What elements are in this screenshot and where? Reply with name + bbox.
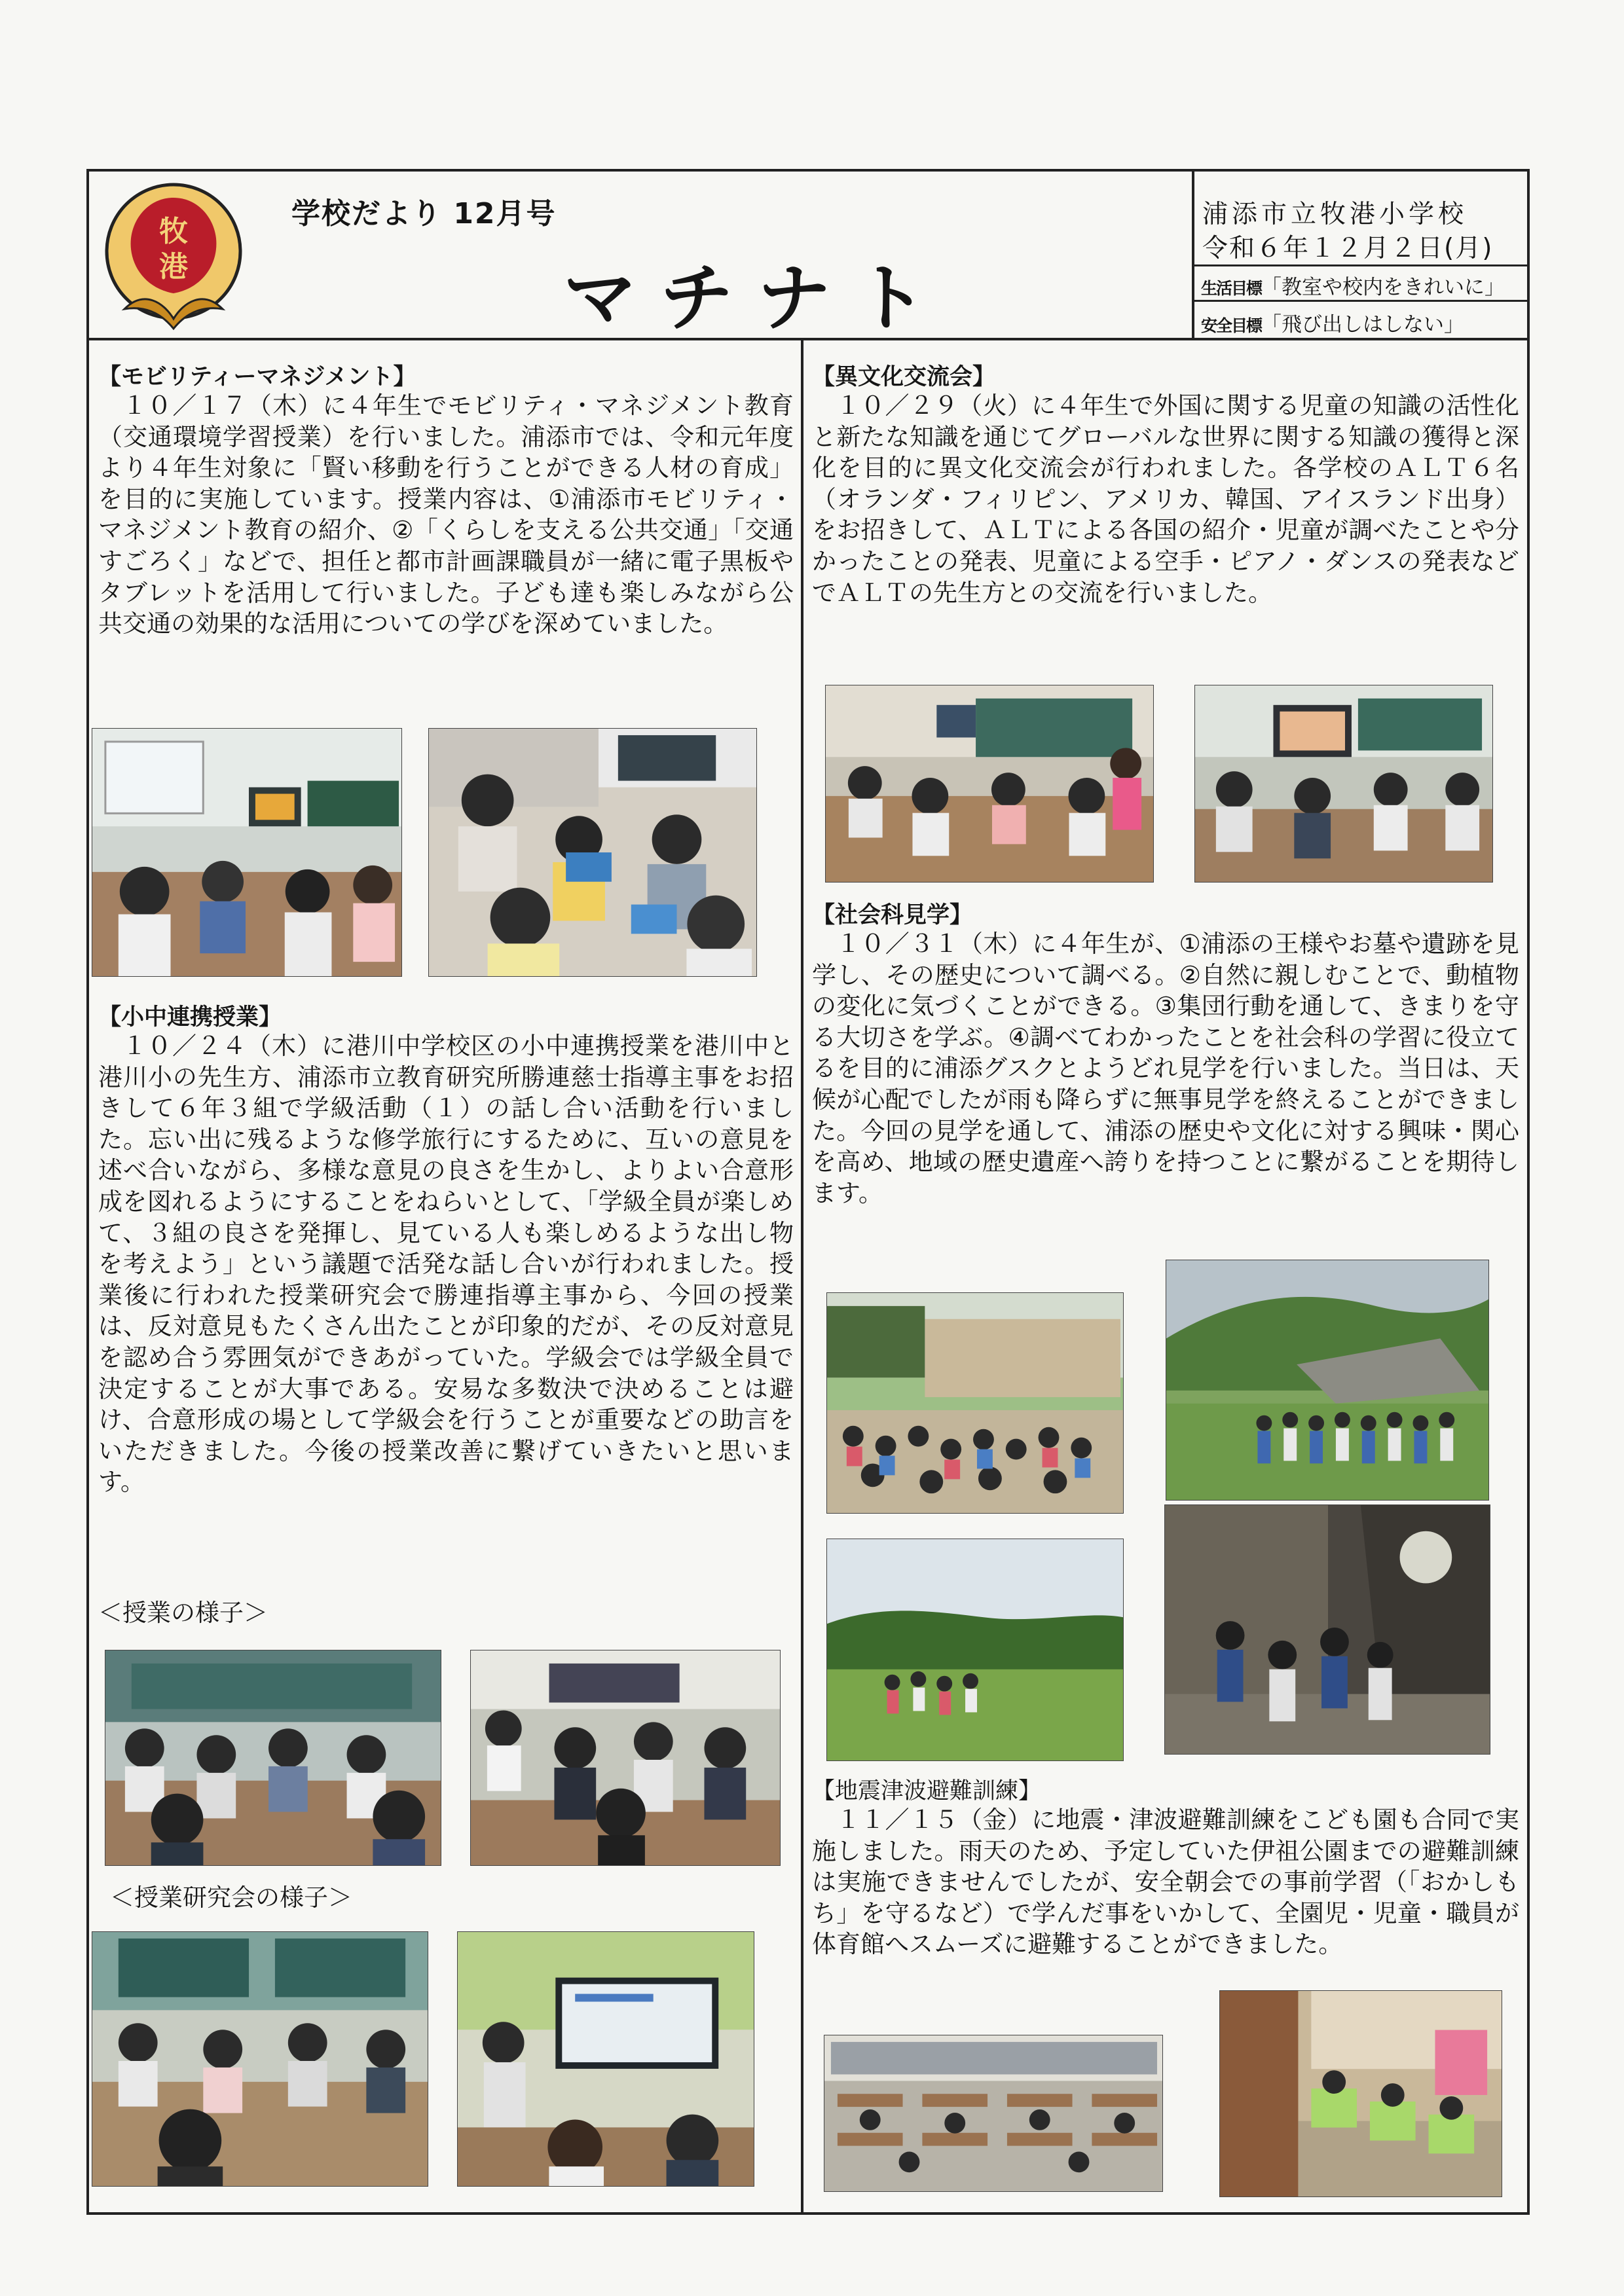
photo-research-meeting-1 <box>92 1931 428 2187</box>
school-info-rule <box>1192 264 1530 266</box>
photo-research-meeting-2 <box>457 1931 754 2187</box>
photo-field-trip-4 <box>1164 1504 1490 1755</box>
section-heading-culture: 【異文化交流会】 <box>812 364 996 390</box>
school-info-rule <box>1192 300 1530 302</box>
column-divider <box>801 338 803 2215</box>
issue-date: 令和６年１２月２日(月) <box>1202 234 1494 263</box>
photo-field-trip-1 <box>826 1292 1124 1514</box>
photo-evacuation-drill-2 <box>1219 1990 1502 2197</box>
svg-text:港: 港 <box>159 250 188 283</box>
svg-text:牧: 牧 <box>159 215 188 248</box>
school-name: 浦添市立牧港小学校 <box>1202 200 1468 229</box>
photo-culture-exchange-2 <box>1194 685 1493 883</box>
safety-goal-text: 「飛び出しはしない」 <box>1261 313 1465 337</box>
caption-research-meeting: ＜授業研究会の様子＞ <box>110 1884 352 1912</box>
newsletter-title: マチナト <box>563 256 951 341</box>
safety-goal-label: 安全目標 <box>1201 316 1262 335</box>
photo-mobility-class-2 <box>428 728 757 977</box>
section-heading-collab: 【小中連携授業】 <box>98 1004 282 1030</box>
photo-evacuation-drill-1 <box>824 2035 1163 2192</box>
section-body-collab: １０／２４（木）に港川中学校区の小中連携授業を港川中と港川小の先生方、浦添市立教育研究所勝連慈士指導主事をお招きして６年３組で学級活動（１）の話し合い活動を行いました。忘い出に残るような修学旅行にするために、互いの意見を述べ合いながら、多様な意見の良さを生かし、よりよい合意形成を図れるようにすることをねらいとして、「学級全員が楽しめて、３組の良さを発揮し、見ている人も楽しめるような出し物を考えよう」という議題で活発な話し合いが行われました。授業後に行われた授業研究会で勝連指導主事から、今回の授業は、反対意見もたくさん出たことが印象的だが、その反対意見を認め合う雰囲気ができあがっていた。学級会では学級全員で決定することが大事である。安易な多数決で決めることは避け、合意形成の場として学級会を行うことが重要などの助言をいただきました。今後の授業改善に繋げていきたいと思います。 <box>98 1032 794 1497</box>
school-info-divider <box>1192 169 1194 339</box>
photo-mobility-class-1 <box>92 728 402 977</box>
issue-label: 学校だより 12月号 <box>291 197 557 230</box>
section-body-culture: １０／２９（火）に４年生で外国に関する児童の知識の活性化と新たな知識を通じてグローバルな世界に関する知識の獲得と深化を目的に異文化交流会が行われました。各学校のＡＬＴ６名（オランダ・フィリピン、アメリカ、韓国、アイスランド出身）をお招きして、ＡＬＴによる各国の紹介・児童が調べたことや分かったことの発表、児童による空手・ピアノ・ダンスの発表などでＡＬＴの先生方との交流を行いました。 <box>812 392 1519 607</box>
school-emblem-icon <box>98 178 249 334</box>
section-body-social: １０／３１（木）に４年生が、①浦添の王様やお墓や遺跡を見学し、その歴史について調べる。②自然に親しむことで、動植物の変化に気づくことができる。③集団行動を通して、きまりを守る大切さを学ぶ。④調べてわかったことを社会科の学習に役立てるを目的に浦添グスクとようどれ見学を行いました。当日は、天候が心配でしたが雨も降らずに無事見学を終えることができました。今回の見学を通して、浦添の歴史や文化に対する興味・関心を高め、地域の歴史遺産へ誇りを持つことに繋がることを期待します。 <box>812 930 1519 1207</box>
photo-field-trip-2 <box>1166 1260 1489 1501</box>
life-goal-text: 「教室や校内をきれいに」 <box>1261 276 1505 299</box>
caption-class-scene: ＜授業の様子＞ <box>98 1599 268 1627</box>
section-body-drill: １１／１５（金）に地震・津波避難訓練をこども園も合同で実施しました。雨天のため、予定していた伊祖公園までの避難訓練は実施できませんでしたが、安全朝会での事前学習（「おかしもち」を守るなど）で学んだ事をいかして、全園児・児童・職員が体育館へスムーズに避難することができました。 <box>812 1806 1519 1959</box>
life-goal <box>1201 270 1505 300</box>
section-heading-drill: 【地震津波避難訓練】 <box>812 1778 1042 1804</box>
section-body-mobility: １０／１７（木）に４年生でモビリティ・マネジメント教育（交通環境学習授業）を行いました。浦添市では、令和元年度より４年生対象に「賢い移動を行うことができる人材の育成」を目的に実施しています。授業内容は、①浦添市モビリティ・マネジメント教育の紹介、②「くらしを支える公共交通」「交通すごろく」などで、担任と都市計画課職員が一緒に電子黒板やタブレットを活用して行いました。子ども達も楽しみながら公共交通の効果的な活用についての学びを深めていました。 <box>98 392 794 638</box>
photo-field-trip-3 <box>826 1539 1124 1761</box>
section-heading-mobility: 【モビリティーマネジメント】 <box>98 364 416 390</box>
safety-goal <box>1201 308 1464 337</box>
life-goal-label: 生活目標 <box>1201 279 1262 298</box>
section-heading-social: 【社会科見学】 <box>812 902 973 928</box>
photo-collab-class-2 <box>470 1650 781 1866</box>
photo-culture-exchange-1 <box>825 685 1154 883</box>
photo-collab-class-1 <box>105 1650 441 1866</box>
